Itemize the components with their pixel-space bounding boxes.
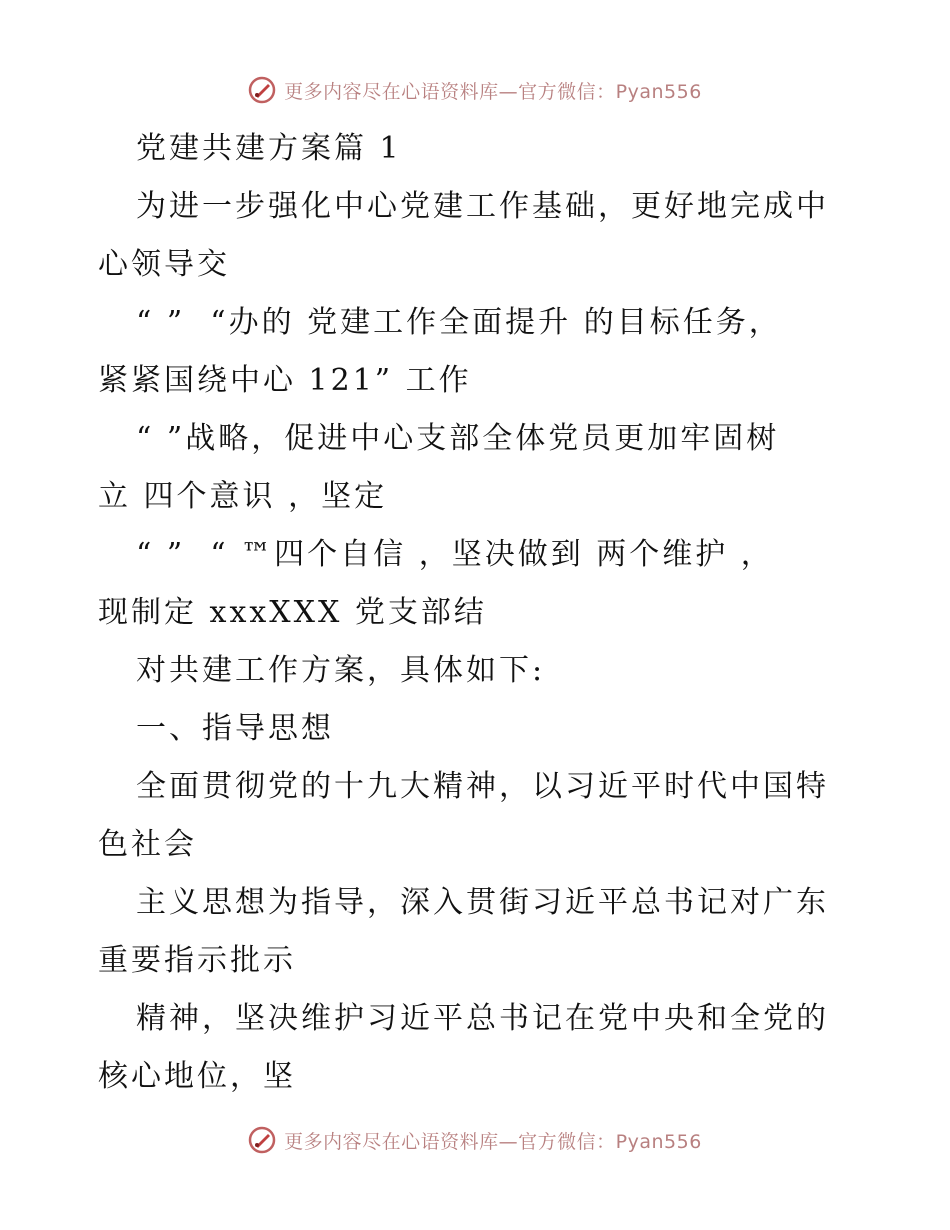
- quill-logo-icon: [248, 1126, 276, 1154]
- watermark-text: 更多内容尽在心语资料库—官方微信：Pyan556: [284, 80, 702, 103]
- paragraph-line: “ ” “ ™四个自信 ，坚决做到 两个维护 ，: [136, 537, 774, 572]
- quill-logo-icon: [248, 76, 276, 104]
- paragraph-line: 一、指导思想: [136, 711, 334, 746]
- header-watermark-banner: [0, 70, 950, 110]
- paragraph-line: 重要指示批示: [98, 943, 296, 978]
- paragraph-line: 主义思想为指导，深入贯街习近平总书记对广东: [136, 885, 829, 920]
- paragraph-line: 为进一步强化中心党建工作基础，更好地完成中: [136, 189, 829, 224]
- paragraph-line: 色社会: [98, 827, 197, 862]
- paragraph-line: 立 四个意识 ，坚定: [98, 479, 388, 514]
- paragraph-line: 紧紧国绕中心 121” 工作: [98, 363, 472, 398]
- paragraph-line: 党建共建方案篇 1: [136, 131, 402, 166]
- paragraph-line: 现制定 xxxXXX 党支部结: [98, 595, 487, 630]
- watermark-text: 更多内容尽在心语资料库—官方微信：Pyan556: [284, 1130, 702, 1153]
- paragraph-line: 对共建工作方案，具体如下:: [136, 653, 546, 688]
- document-body: [98, 120, 858, 1106]
- paragraph-line: 全面贯彻党的十九大精神，以习近平时代中国特: [136, 769, 829, 804]
- paragraph-line: “ ” “办的 党建工作全面提升 的目标任务，: [136, 305, 782, 340]
- footer-watermark-banner: [0, 1120, 950, 1160]
- paragraph-line: 核心地位，坚: [98, 1059, 296, 1094]
- paragraph-line: “ ”战略，促进中心支部全体党员更加牢固树: [136, 421, 780, 456]
- paragraph-line: 精神，坚决维护习近平总书记在党中央和全党的: [136, 1001, 829, 1036]
- paragraph-line: 心领导交: [98, 247, 230, 282]
